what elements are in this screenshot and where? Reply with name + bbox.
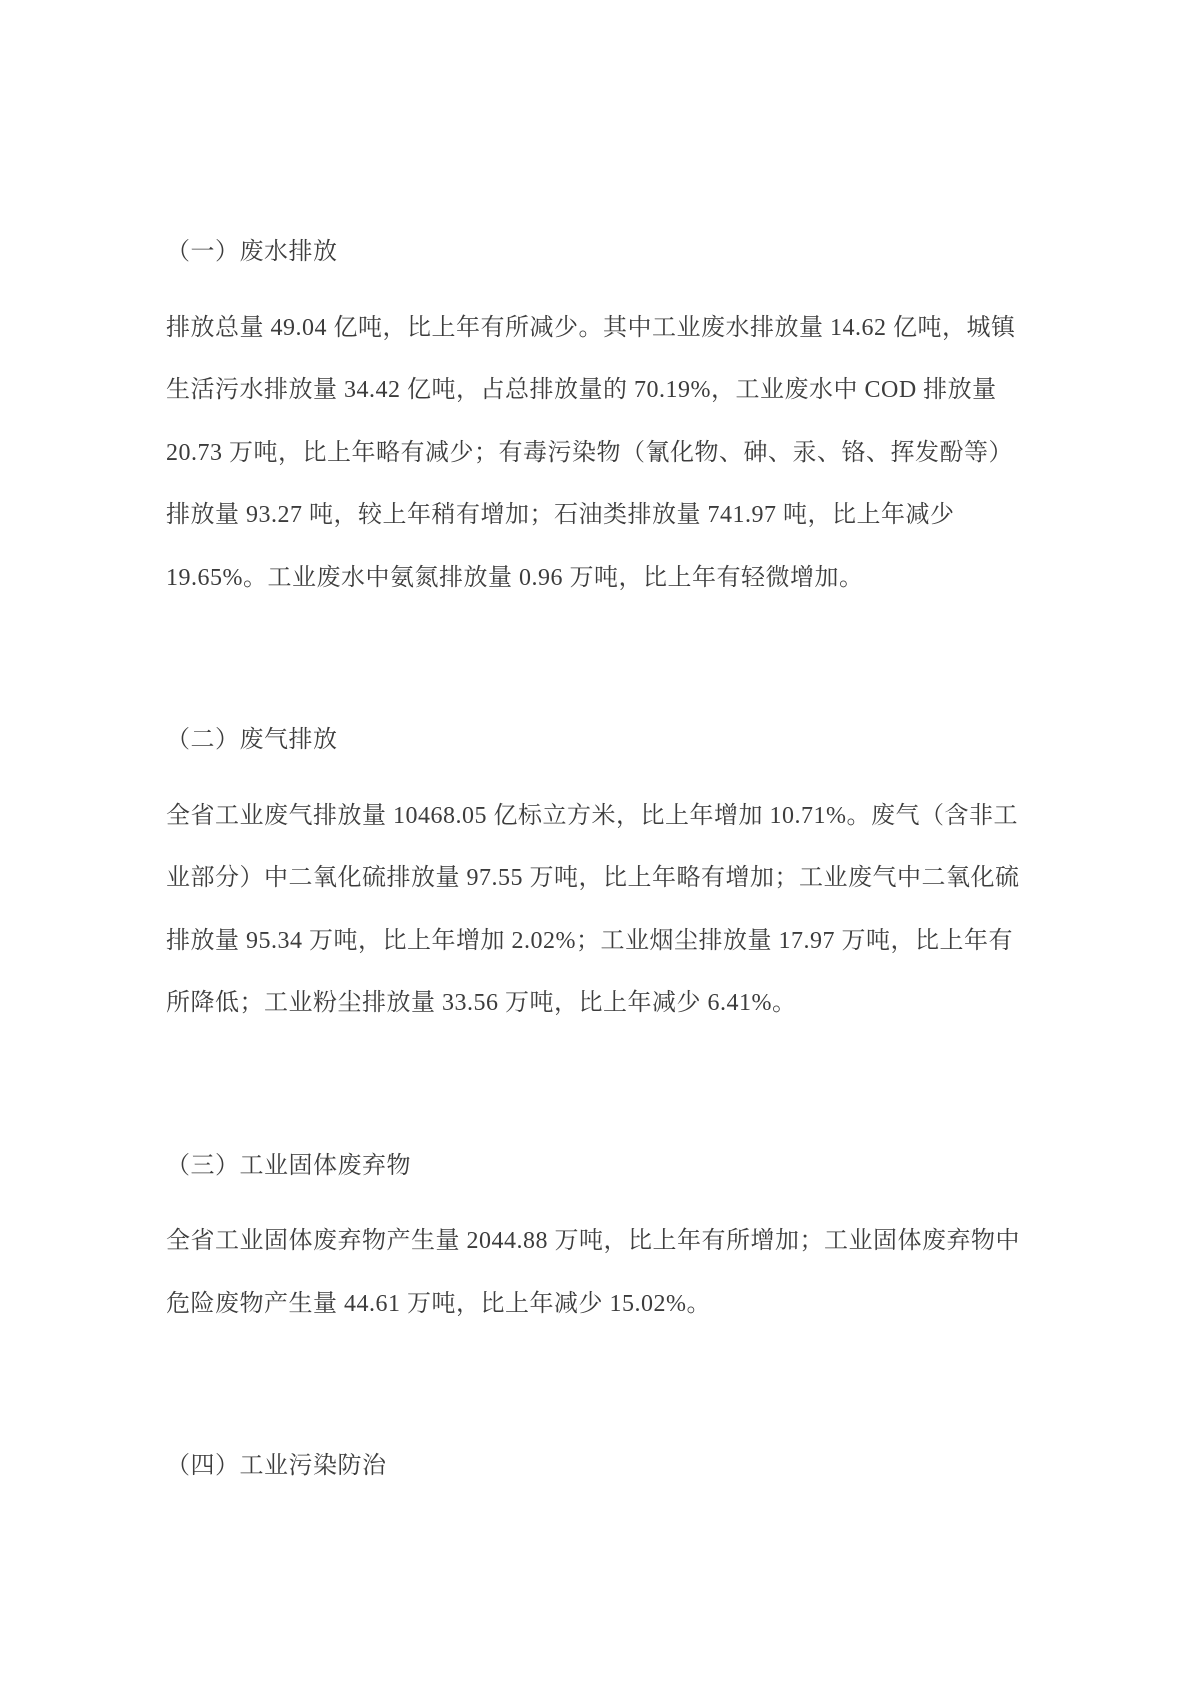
- paragraph-line: 排放量 93.27 吨，较上年稍有增加；石油类排放量 741.97 吨，比上年减少: [166, 502, 955, 528]
- paragraph-exhaust-gas: [166, 785, 1046, 1035]
- paragraph-wastewater: [166, 297, 1046, 610]
- paragraph-line: 排放总量 49.04 亿吨，比上年有所减少。其中工业废水排放量 14.62 亿吨，城镇: [166, 314, 1016, 341]
- paragraph-line: 全省工业固体废弃物产生量 2044.88 万吨，比上年有所增加；工业固体废弃物中: [166, 1228, 1020, 1254]
- paragraph-line: 排放量 95.34 万吨，比上年增加 2.02%；工业烟尘排放量 17.97 万吨，比上年有: [166, 927, 1013, 954]
- section-solid-waste: [166, 1135, 1046, 1336]
- paragraph-line: 业部分）中二氧化硫排放量 97.55 万吨，比上年略有增加；工业废气中二氧化硫: [166, 865, 1020, 891]
- paragraph-line: 20.73 万吨，比上年略有减少；有毒污染物（氰化物、砷、汞、铬、挥发酚等）: [166, 439, 1013, 466]
- paragraph-solid-waste: [166, 1210, 1046, 1335]
- paragraph-line: 所降低；工业粉尘排放量 33.56 万吨，比上年减少 6.41%。: [166, 990, 797, 1016]
- section-heading-wastewater: （一）废水排放: [166, 239, 338, 265]
- section-heading-pollution-prevention: （四）工业污染防治: [166, 1453, 387, 1479]
- section-heading-solid-waste: （三）工业固体废弃物: [166, 1152, 411, 1179]
- section-pollution-prevention: [166, 1435, 1046, 1498]
- paragraph-line: 全省工业废气排放量 10468.05 亿标立方米，比上年增加 10.71%。废气（含非工: [166, 802, 1018, 829]
- section-wastewater-discharge: [166, 221, 1046, 609]
- paragraph-line: 19.65%。工业废水中氨氮排放量 0.96 万吨，比上年有轻微增加。: [166, 564, 864, 591]
- paragraph-line: 生活污水排放量 34.42 亿吨，占总排放量的 70.19%，工业废水中 COD 排放量: [166, 377, 997, 403]
- paragraph-line: 危险废物产生量 44.61 万吨，比上年减少 15.02%。: [166, 1290, 711, 1317]
- section-heading-exhaust-gas: （二）废气排放: [166, 727, 338, 753]
- section-exhaust-gas: [166, 709, 1046, 1035]
